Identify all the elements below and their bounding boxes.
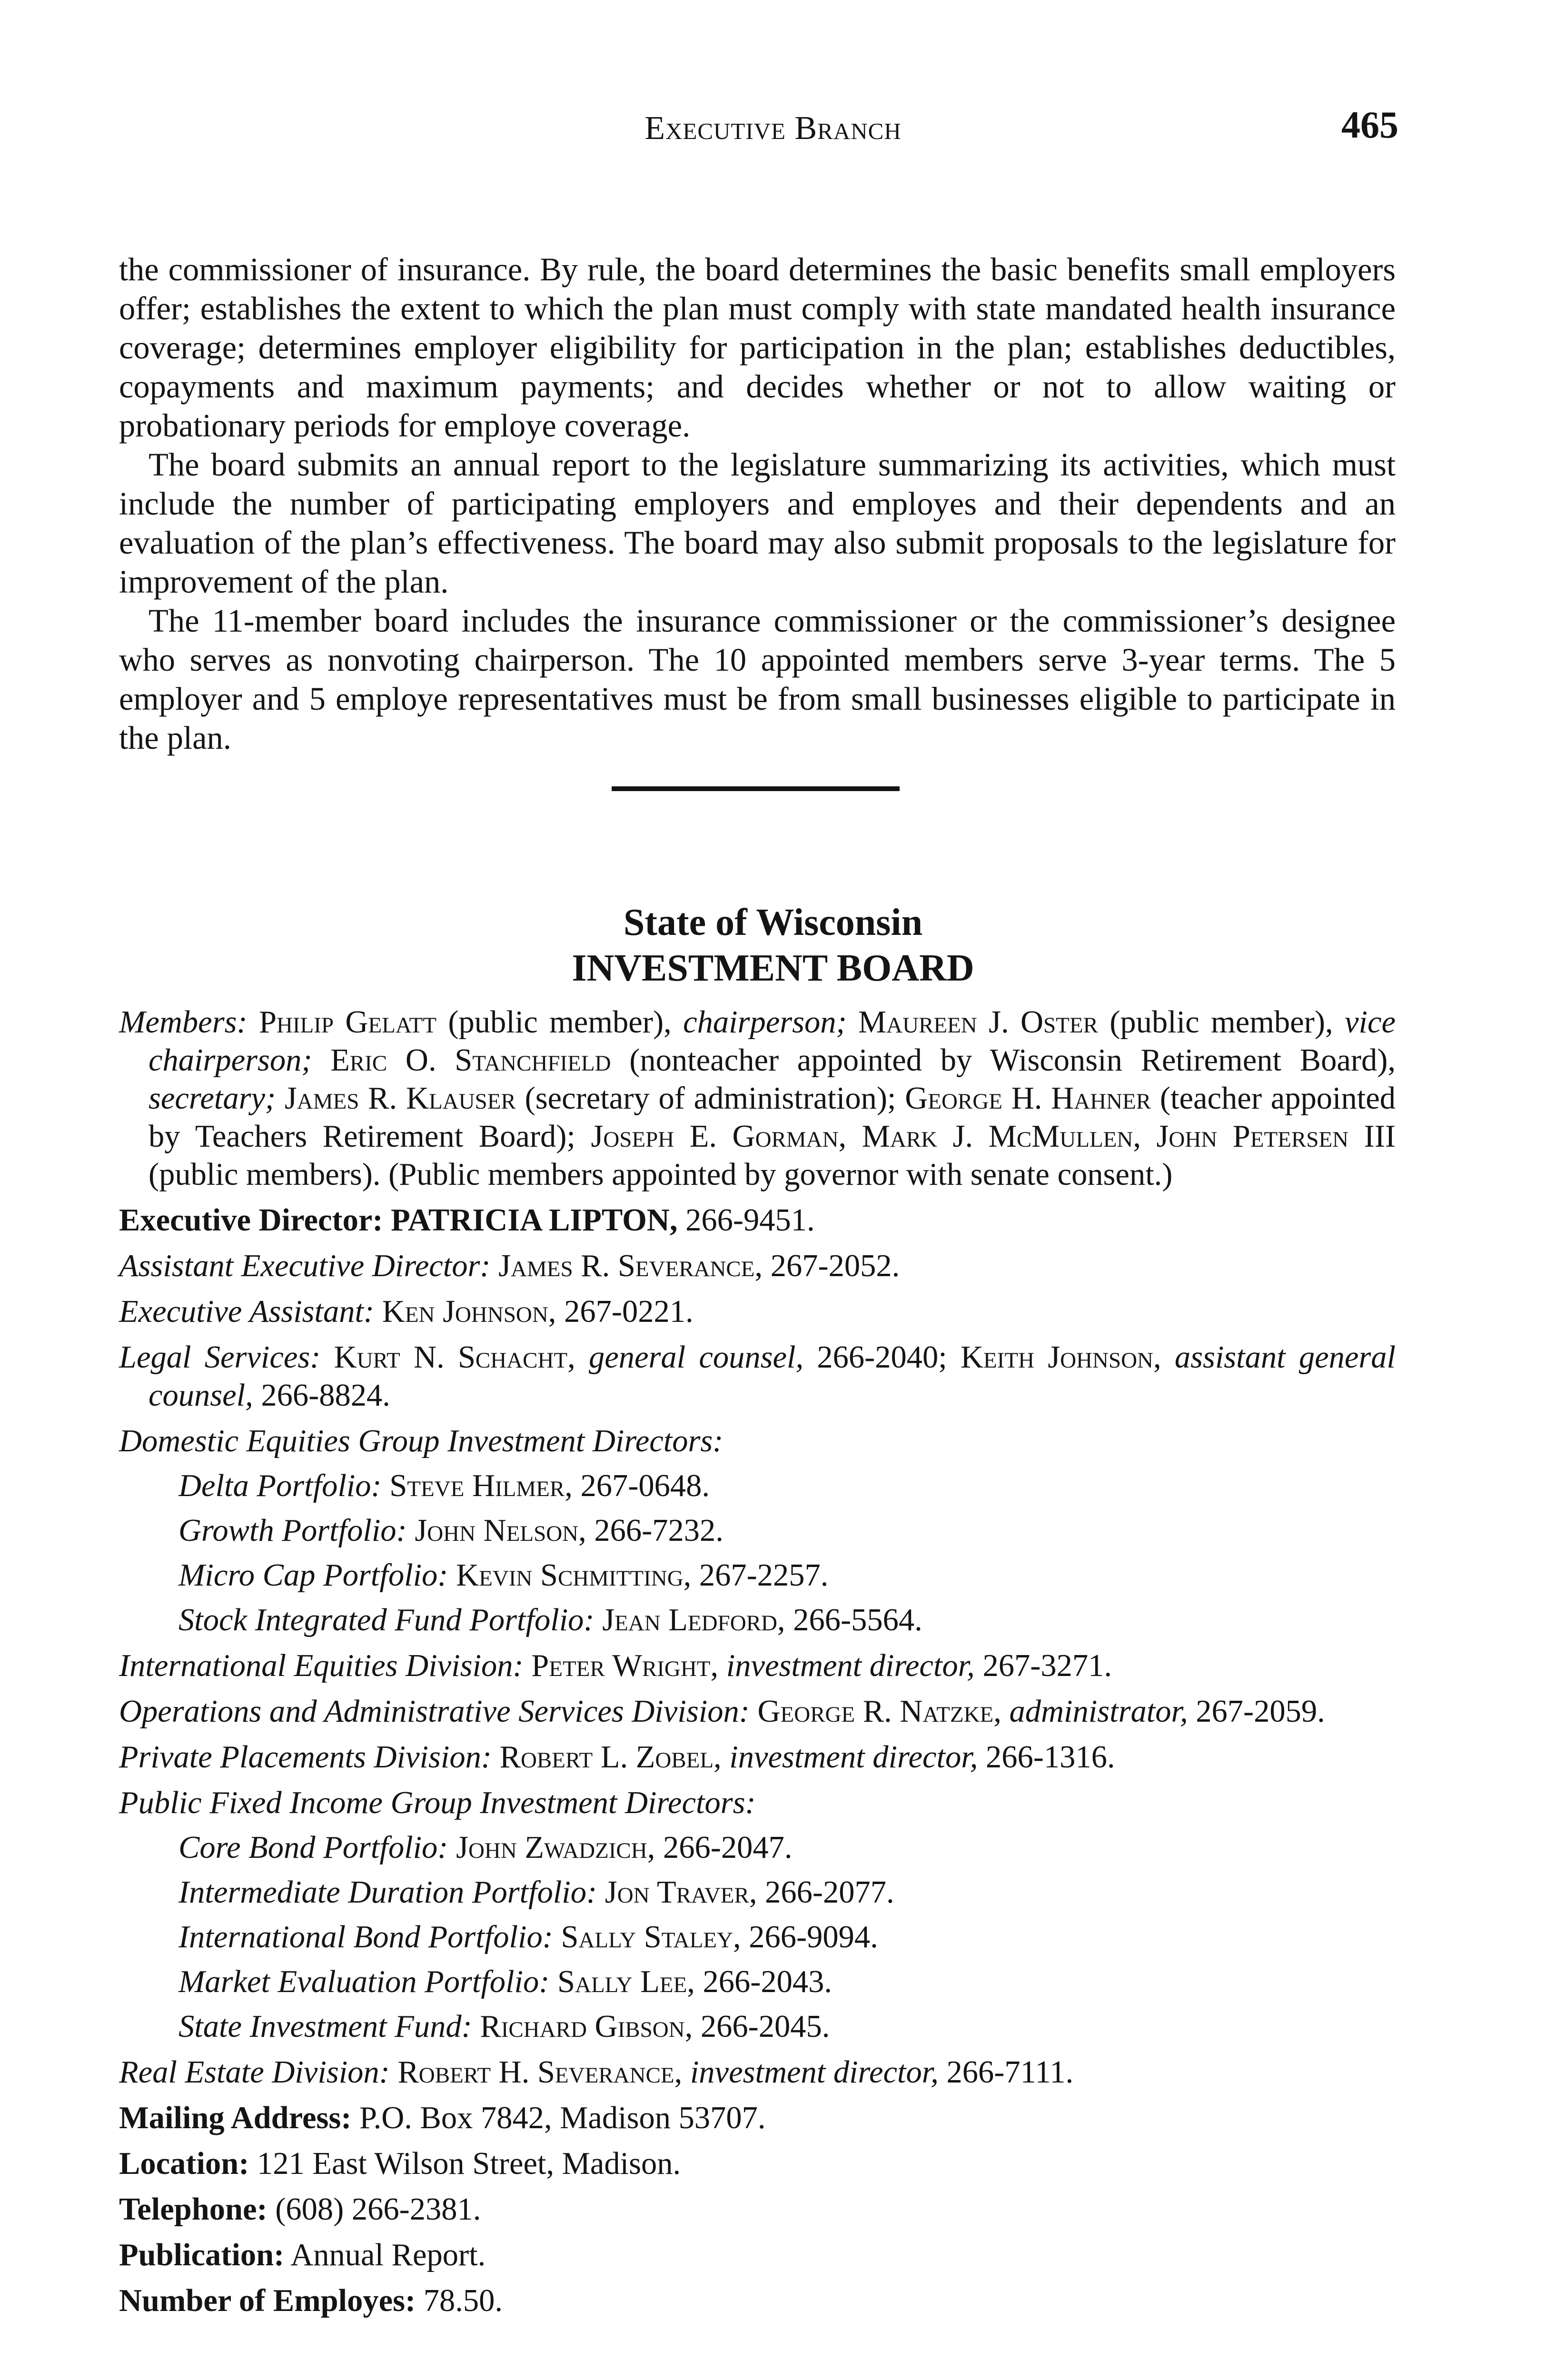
member-desc: (public members). (Public members appointed by governor with senate consent.): [149, 1157, 1173, 1192]
member-role: chairperson;: [683, 1005, 847, 1040]
entry-label: Number of Employes:: [119, 2283, 416, 2318]
phone-number: 267-3271.: [974, 1648, 1112, 1683]
member-role: vice chairperson;: [149, 1005, 1396, 1078]
members-label: Members:: [119, 1005, 248, 1040]
entry-label: Location:: [119, 2146, 249, 2181]
domestic-portfolio-entry: [178, 1601, 1396, 1639]
member-name: Eric O. Stanchfield: [312, 1043, 611, 1078]
person-title: investment director,: [718, 1648, 975, 1683]
running-head: [0, 104, 1546, 151]
intro-section: [119, 250, 1396, 757]
phone-number: 266-7111.: [938, 2055, 1074, 2090]
entry-label: Assistant Executive Director:: [119, 1249, 491, 1283]
member-name: Philip Gelatt: [258, 1005, 436, 1040]
domestic-portfolio-entry: [178, 1557, 1396, 1595]
entry-label: Core Bond Portfolio:: [178, 1830, 448, 1865]
intro-paragraph-1: the commissioner of insurance. By rule, the board determines the basic benefits small employers offer; establishes the extent to which the plan must comply with state mandated health insurance coverage; determines employer eligibility for participation in the plan; establishes deductibles, copayments and maximum payments; and decides whether or not to allow waiting or probationary periods for employe coverage.: [119, 251, 1396, 444]
section-divider: [612, 786, 900, 791]
person-name: John Zwadzich,: [448, 1830, 655, 1865]
person-title: investment director,: [682, 2055, 939, 2090]
entry-label: International Equities Division:: [119, 1648, 524, 1683]
entry-label: Executive Assistant:: [119, 1294, 375, 1329]
entry-label: Market Evaluation Portfolio:: [178, 1964, 550, 1999]
assistant-executive-director-entry: [119, 1247, 1396, 1285]
entry-label: State Investment Fund:: [178, 2009, 472, 2044]
member-name: George H. Hahner: [905, 1081, 1151, 1116]
intro-paragraph-2: The board submits an annual report to the legislature summarizing its activities, which must include the number of participating employers and employes and their dependents and an evaluation of the plan’s effectiveness. The board may also submit proposals to the legislature for improvement of the plan.: [119, 446, 1396, 600]
member-name: Joseph E. Gorman, Mark J. McMullen, John Petersen III: [591, 1119, 1396, 1154]
directory-entries: [119, 1003, 1396, 2328]
entry-label: Stock Integrated Fund Portfolio:: [178, 1603, 595, 1637]
phone-number: 267-0648.: [572, 1468, 710, 1503]
phone-number: 266-2047.: [655, 1830, 793, 1865]
entry-label: Legal Services:: [119, 1340, 321, 1375]
phone-number: 266-5564.: [785, 1603, 922, 1637]
person-name: Kurt N. Schacht,: [320, 1340, 575, 1375]
fixed-income-portfolio-entry: [178, 1963, 1396, 2001]
phone-number: 267-2052.: [763, 1249, 900, 1283]
entry-label: Growth Portfolio:: [178, 1513, 407, 1548]
phone-number: 266-2043.: [694, 1964, 832, 1999]
person-title: investment director,: [721, 1740, 978, 1775]
phone-number: 266-8824.: [253, 1378, 390, 1413]
entry-label: Domestic Equities Group Investment Directors:: [119, 1424, 723, 1458]
entry-value: Annual Report.: [284, 2238, 486, 2272]
member-name: James R. Klauser: [276, 1081, 516, 1116]
phone-number: 266-2045.: [693, 2009, 830, 2044]
person-name: James R. Severance,: [490, 1249, 763, 1283]
phone-number: 267-0221.: [556, 1294, 694, 1329]
person-name: Steve Hilmer,: [381, 1468, 573, 1503]
person-name: John Nelson,: [406, 1513, 586, 1548]
telephone-entry: [119, 2191, 1396, 2229]
entry-value: P.O. Box 7842, Madison 53707.: [351, 2101, 766, 2135]
domestic-equities-entry: [119, 1422, 1396, 1460]
member-desc: (public member),: [1098, 1005, 1345, 1040]
phone-number: 266-7232.: [586, 1513, 723, 1548]
person-name: Kevin Schmitting,: [448, 1558, 692, 1593]
phone-number: 267-2257.: [691, 1558, 829, 1593]
person-name: Sally Lee,: [549, 1964, 695, 1999]
entry-value: 121 East Wilson Street, Madison.: [249, 2146, 681, 2181]
person-title: administrator,: [1001, 1694, 1188, 1729]
member-desc: (secretary of administration);: [515, 1081, 905, 1116]
member-desc: (nonteacher appointed by Wisconsin Retirement Board),: [611, 1043, 1396, 1078]
international-equities-entry: [119, 1647, 1396, 1685]
page-number: 465: [1341, 104, 1398, 146]
person-name: Ken Johnson,: [374, 1294, 556, 1329]
entry-label: Telephone:: [119, 2192, 268, 2227]
entry-value: (608) 266-2381.: [267, 2192, 481, 2227]
person-name: George R. Natzke,: [749, 1694, 1001, 1729]
entry-label: Publication:: [119, 2238, 285, 2272]
entry-value: 78.50.: [416, 2283, 503, 2318]
fixed-income-portfolio-entry: [178, 1918, 1396, 1956]
entry-label: Private Placements Division:: [119, 1740, 492, 1775]
phone-number: 267-2059.: [1188, 1694, 1325, 1729]
member-desc: (public member),: [436, 1005, 684, 1040]
executive-assistant-entry: [119, 1293, 1396, 1331]
person-name: Robert L. Zobel,: [492, 1740, 722, 1775]
real-estate-entry: [119, 2053, 1396, 2092]
entry-label: International Bond Portfolio:: [178, 1920, 553, 1954]
public-fixed-income-entry: [119, 1784, 1396, 1822]
operations-entry: [119, 1693, 1396, 1731]
fixed-income-portfolio-entry: [178, 2008, 1396, 2046]
phone-number: 266-2040;: [803, 1340, 961, 1375]
agency-heading: [0, 900, 1546, 991]
executive-director-label: Executive Director: PATRICIA LIPTON,: [119, 1203, 678, 1238]
domestic-portfolio-entry: [178, 1467, 1396, 1505]
person-name: Sally Staley,: [553, 1920, 741, 1954]
entry-label: Delta Portfolio:: [178, 1468, 382, 1503]
fixed-income-portfolio-entry: [178, 1829, 1396, 1867]
person-name: Keith Johnson,: [960, 1340, 1161, 1375]
agency-heading-line2: INVESTMENT BOARD: [572, 947, 974, 989]
person-title: assistant general counsel,: [149, 1340, 1396, 1413]
person-name: Jean Ledford,: [594, 1603, 785, 1637]
phone-number: 266-9451.: [677, 1203, 815, 1238]
mailing-address-entry: [119, 2099, 1396, 2137]
domestic-portfolio-entry: [178, 1512, 1396, 1550]
fixed-income-portfolio-entry: [178, 1874, 1396, 1912]
person-name: Robert H. Severance,: [389, 2055, 683, 2090]
intro-paragraph-3: The 11-member board includes the insurance commissioner or the commissioner’s designee who serves as nonvoting chairperson. The 10 appointed members serve 3-year terms. The 5 employer and 5 employe representatives must be from small businesses eligible to participate in the plan.: [119, 603, 1396, 756]
person-name: Peter Wright,: [523, 1648, 719, 1683]
person-name: Jon Traver,: [597, 1875, 757, 1910]
member-desc: (teacher appointed by Teachers Retirement Board);: [149, 1081, 1396, 1154]
executive-director-entry: [119, 1201, 1396, 1240]
person-title: general counsel,: [575, 1340, 804, 1375]
phone-number: 266-1316.: [978, 1740, 1115, 1775]
member-role: secretary;: [149, 1081, 276, 1116]
phone-number: 266-2077.: [757, 1875, 894, 1910]
entry-label: Public Fixed Income Group Investment Directors:: [119, 1785, 756, 1820]
members-entry: [119, 1003, 1396, 1194]
entry-label: Mailing Address:: [119, 2101, 352, 2135]
entry-label: Operations and Administrative Services Division:: [119, 1694, 750, 1729]
running-title: Executive Branch: [644, 110, 902, 147]
entry-label: Real Estate Division:: [119, 2055, 390, 2090]
member-name: Maureen J. Oster: [846, 1005, 1098, 1040]
person-name: Richard Gibson,: [472, 2009, 693, 2044]
phone-number: 266-9094.: [741, 1920, 878, 1954]
legal-services-entry: [119, 1339, 1396, 1415]
private-placements-entry: [119, 1738, 1396, 1776]
employees-entry: [119, 2282, 1396, 2320]
location-entry: [119, 2145, 1396, 2183]
agency-heading-line1: State of Wisconsin: [623, 902, 923, 943]
entry-label: Intermediate Duration Portfolio:: [178, 1875, 597, 1910]
publication-entry: [119, 2236, 1396, 2274]
entry-label: Micro Cap Portfolio:: [178, 1558, 448, 1593]
